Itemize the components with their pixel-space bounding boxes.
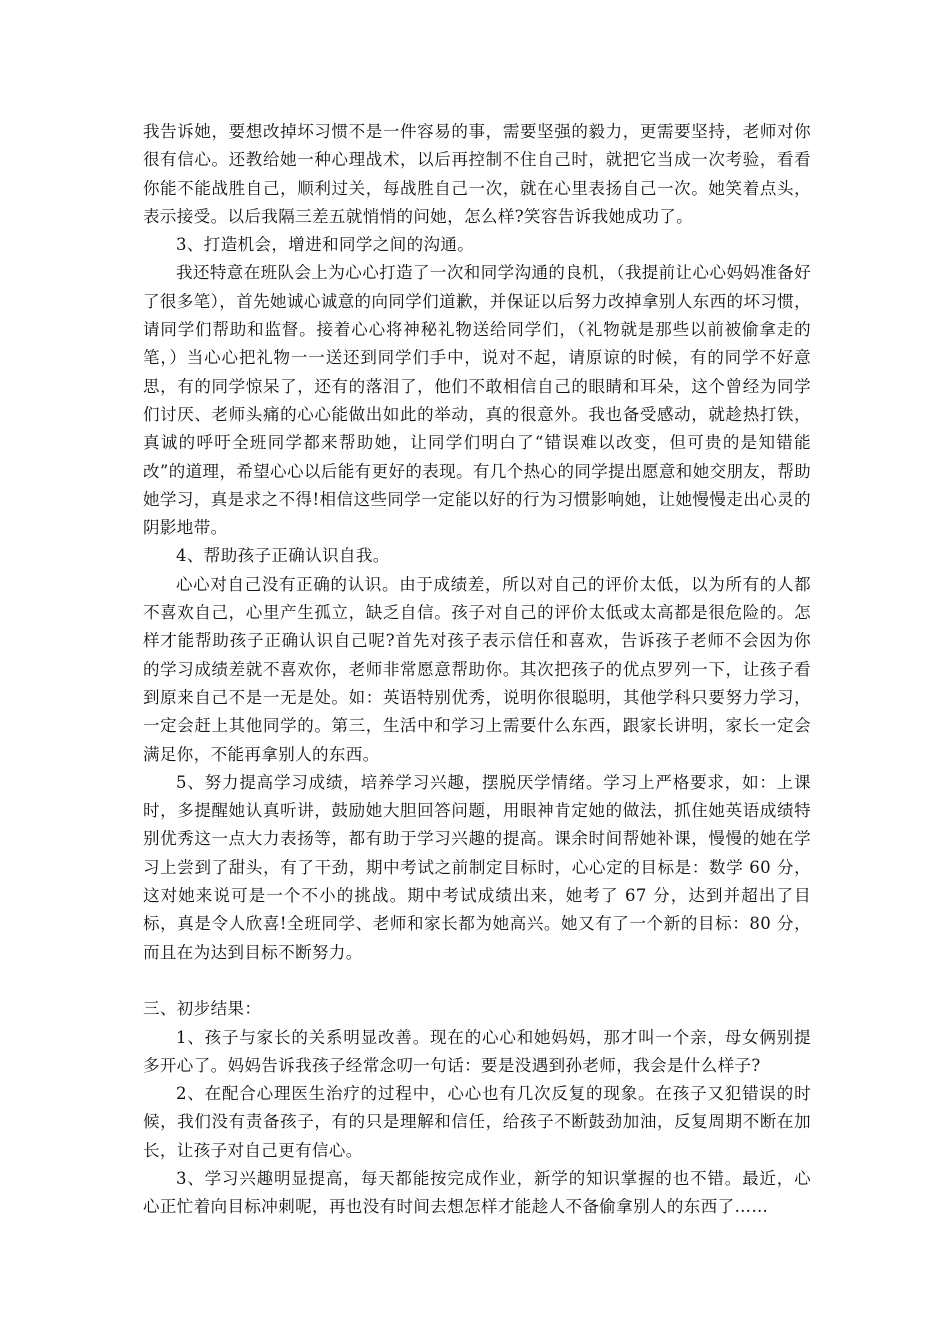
result-item-1: 1、孩子与家长的关系明显改善。现在的心心和她妈妈，那才叫一个亲，母女俩别提多开心了。妈妈告诉我孩子经常念叨一句话：要是没遇到孙老师，我会是什么样子?	[143, 1027, 811, 1075]
paragraph-class-meeting: 我还特意在班队会上为心心打造了一次和同学沟通的良机，（我提前让心心妈妈准备好了很多笔），首先她诚心诚意的向同学们道歉，并保证以后努力改掉拿别人东西的坏习惯，请同学们帮助和监督。接着心心将神秘礼物送给同学们，（礼物就是那些以前被偷拿走的笔，）当心心把礼物一一送还到同学们手中，说对不起，请原谅的时候，有的同学不好意思，有的同学惊呆了，还有的落泪了，他们不敢相信自己的眼睛和耳朵，这个曾经为同学们讨厌、老师头痛的心心能做出如此的举动，真的很意外。我也备受感动，就趁热打铁，真诚的呼吁全班同学都来帮助她，让同学们明白了“错误难以改变，但可贵的是知错能改”的道理，希望心心以后能有更好的表现。有几个热心的同学提出愿意和她交朋友，帮助她学习，真是求之不得!相信这些同学一定能以好的行为习惯影响她，让她慢慢走出心灵的阴影地带。	[143, 263, 811, 538]
paragraph-study-interest: 5、努力提高学习成绩，培养学习兴趣，摆脱厌学情绪。学习上严格要求，如：上课时，多提醒她认真听讲，鼓励她大胆回答问题，用眼神肯定她的做法，抓住她英语成绩特别优秀这一点大力表扬等，都有助于学习兴趣的提高。课余时间帮她补课，慢慢的她在学习上尝到了甜头，有了干劲，期中考试之前制定目标时，心心定的目标是：数学 60 分，这对她来说可是一个不小的挑战。期中考试成绩出来，她考了 67 分，达到并超出了目标，真是令人欣喜!全班同学、老师和家长都为她高兴。她又有了一个新的目标：80 分，而且在为达到目标不断努力。	[143, 772, 811, 962]
document-page	[143, 118, 811, 1222]
paragraph-self-recognition: 心心对自己没有正确的认识。由于成绩差，所以对自己的评价太低，以为所有的人都不喜欢自己，心里产生孤立，缺乏自信。孩子对自己的评价太低或太高都是很危险的。怎样才能帮助孩子正确认识自己呢?首先对孩子表示信任和喜欢，告诉孩子老师不会因为你的学习成绩差就不喜欢你，老师非常愿意帮助你。其次把孩子的优点罗列一下，让孩子看到原来自己不是一无是处。如：英语特别优秀，说明你很聪明，其他学科只要努力学习，一定会赶上其他同学的。第三，生活中和学习上需要什么东西，跟家长讲明，家长一定会满足你，不能再拿别人的东西。	[143, 574, 811, 764]
subheading-3: 3、打造机会，增进和同学之间的沟通。	[176, 235, 475, 255]
result-item-2: 2、在配合心理医生治疗的过程中，心心也有几次反复的现象。在孩子又犯错误的时候，我们没有责备孩子，有的只是理解和信任，给孩子不断鼓劲加油，反复周期不断在加长，让孩子对自己更有信心。	[143, 1084, 811, 1160]
blank-line	[143, 967, 811, 995]
section-heading: 三、初步结果：	[143, 999, 262, 1019]
subheading-4: 4、帮助孩子正确认识自我。	[176, 546, 390, 566]
paragraph-continuation: 我告诉她，要想改掉坏习惯不是一件容易的事，需要坚强的毅力，更需要坚持，老师对你很有信心。还教给她一种心理战术，以后再控制不住自己时，就把它当成一次考验，看看你能不能战胜自己，顺利过关，每战胜自己一次，就在心里表扬自己一次。她笑着点头，表示接受。以后我隔三差五就悄悄的问她，怎么样?笑容告诉我她成功了。	[143, 122, 811, 226]
result-item-3: 3、学习兴趣明显提高，每天都能按完成作业，新学的知识掌握的也不错。最近，心心正忙着向目标冲刺呢，再也没有时间去想怎样才能趁人不备偷拿别人的东西了……	[143, 1168, 811, 1217]
